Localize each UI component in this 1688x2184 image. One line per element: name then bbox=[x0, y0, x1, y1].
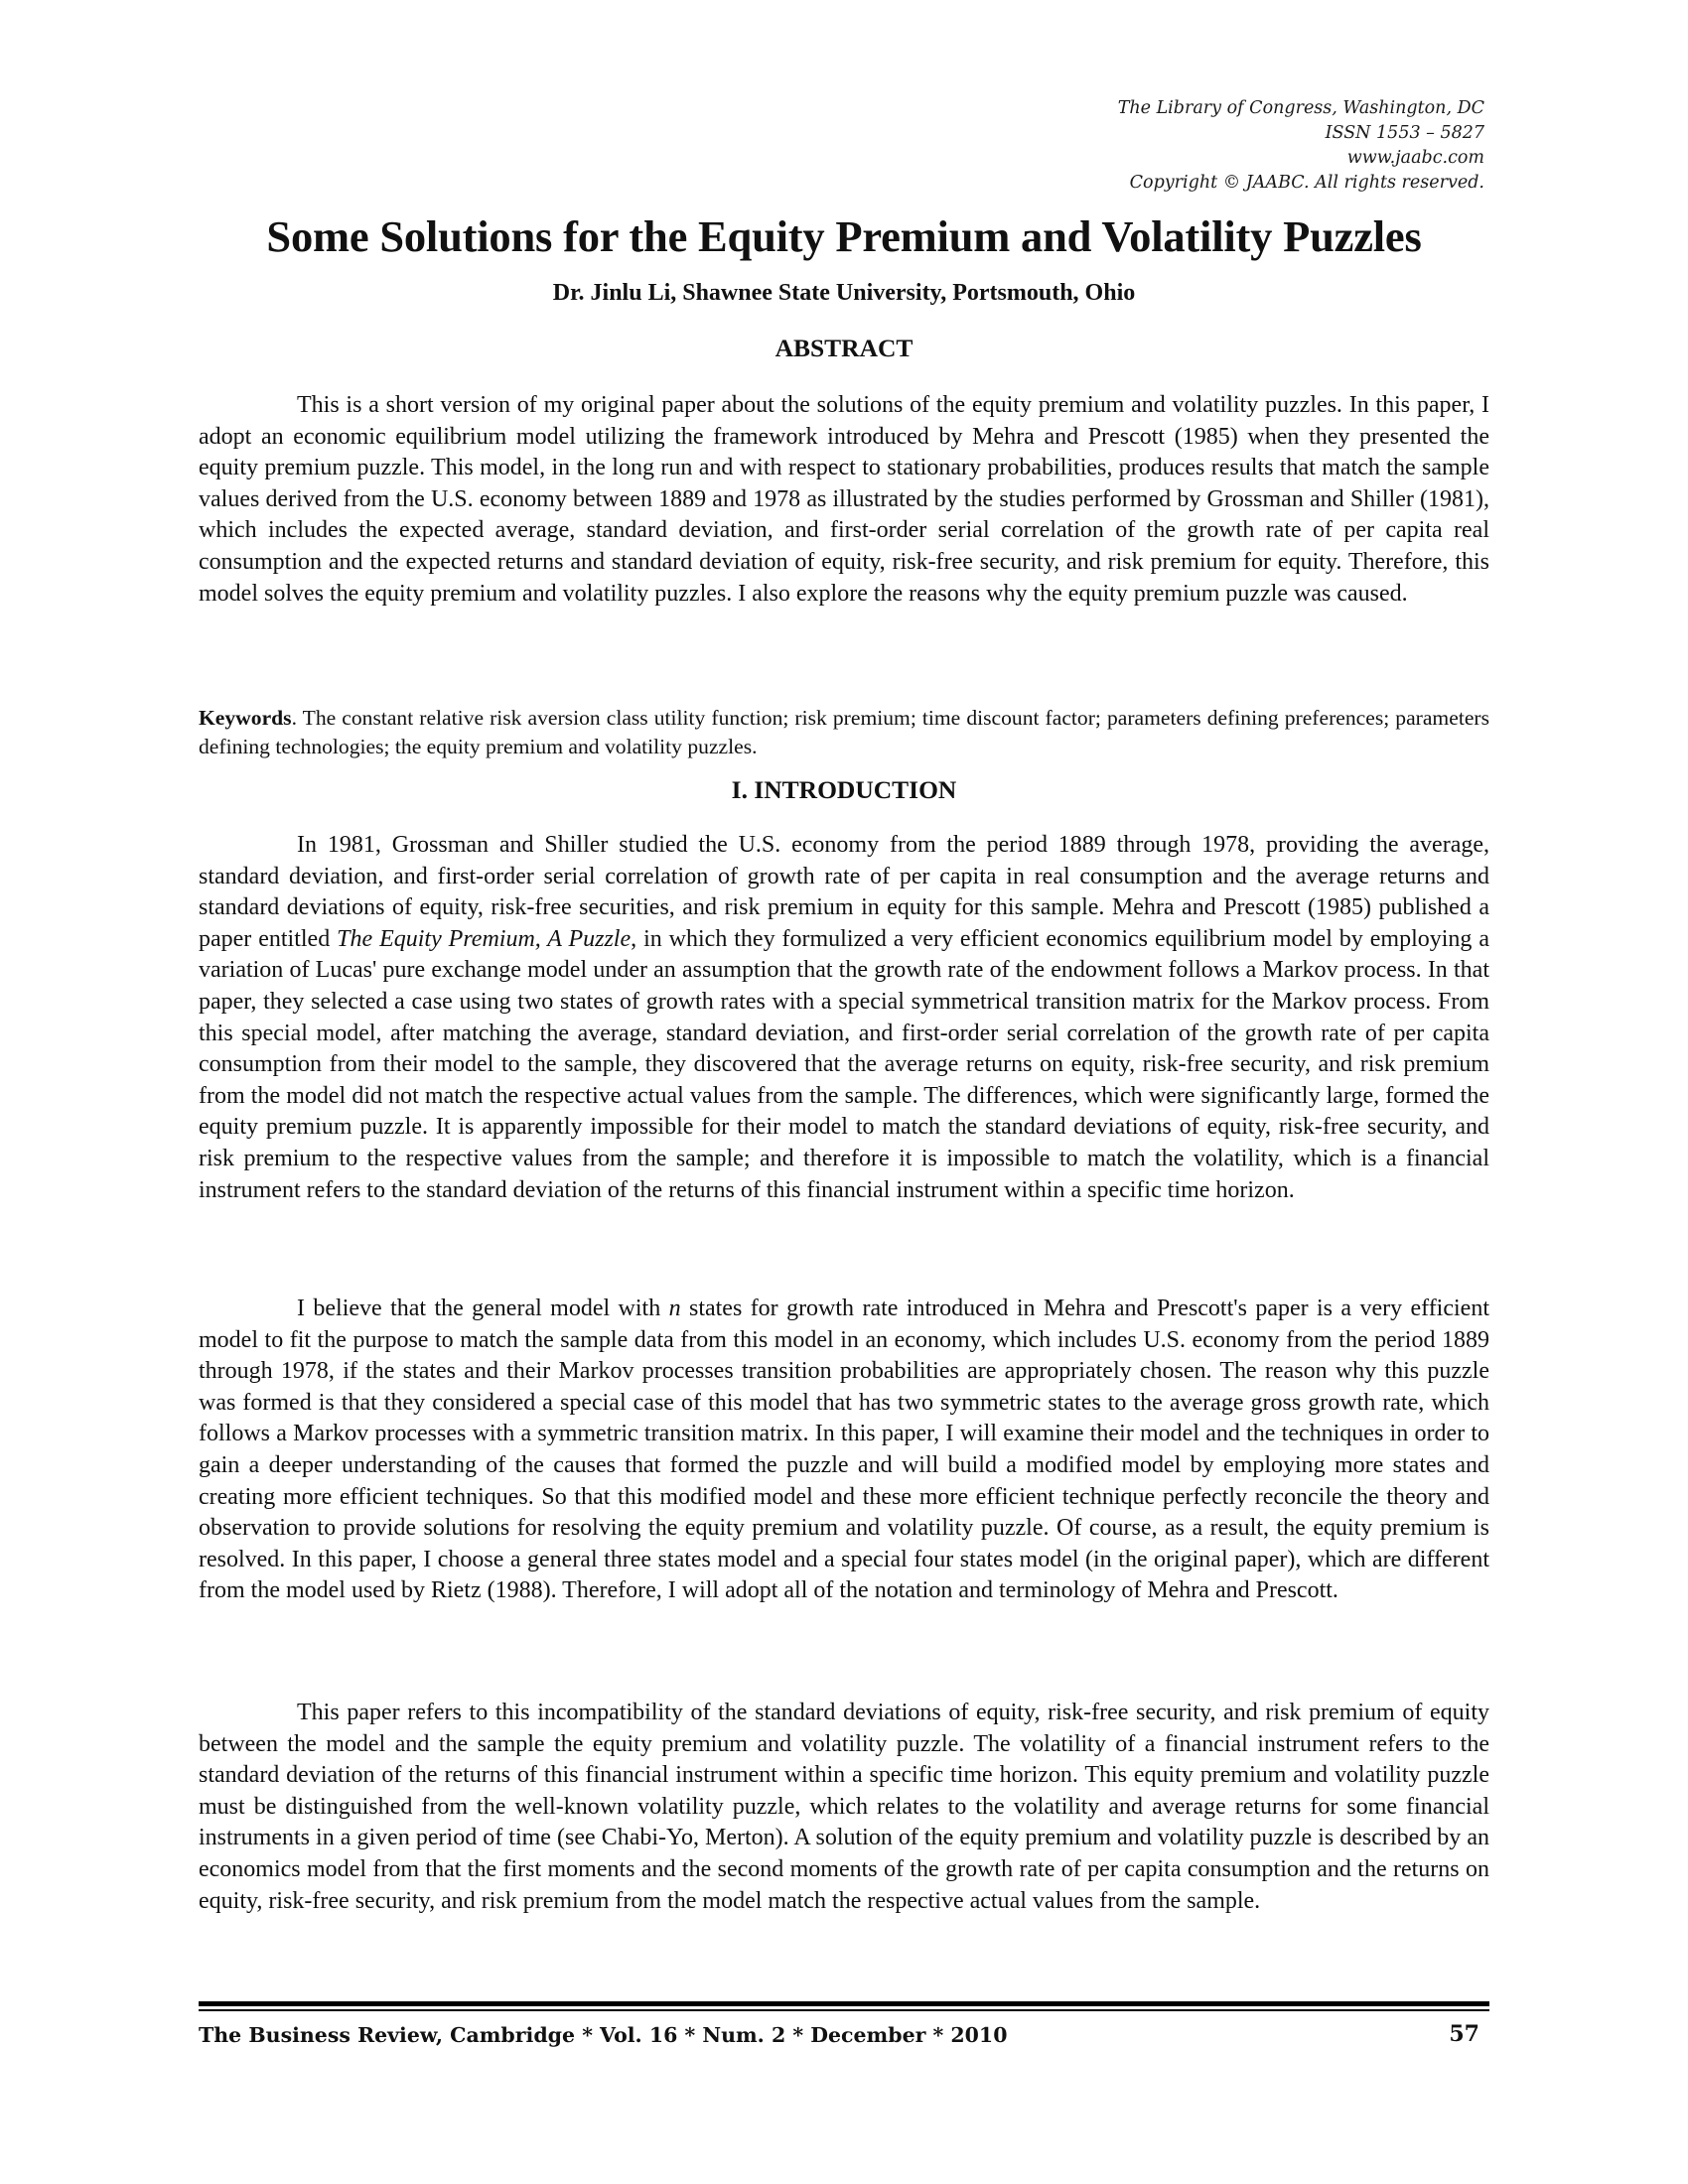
footer-journal-citation: The Business Review, Cambridge * Vol. 16 * Num. 2 * December * 2010 bbox=[199, 2023, 1008, 2047]
issn-line: ISSN 1553 – 5827 bbox=[1325, 123, 1484, 143]
abstract-text: This is a short version of my original paper about the solutions of the equity premium and volatility puzzles. In this paper, I adopt an economic equilibrium model utilizing the framework introduced by Mehra and Prescott (1985) when they presented the equity premium puzzle. This model, in the long run and with respect to stationary probabilities, produces results that match the sample values derived from the U.S. economy between 1889 and 1978 as illustrated by the studies performed by Grossman and Shiller (1981), which includes the expected average, standard deviation, and first-order serial correlation of the growth rate of per capita real consumption and the expected returns and standard deviation of equity, risk-free security, and risk premium for equity. Therefore, this model solves the equity premium and volatility puzzles. I also explore the reasons why the equity premium puzzle was caused. bbox=[199, 392, 1489, 607]
math-variable-n: n bbox=[668, 1296, 681, 1321]
introduction-heading: I. INTRODUCTION bbox=[731, 775, 957, 804]
intro-p2-part-b: states for growth rate introduced in Mehra and Prescott's paper is a very efficient model to fit the purpose to match the sample data from this model in an economy, which includes U.S. economy from the period 1889 through 1978, if the states and their Markov processes transition probabilities are appropriately chosen. The reason why this puzzle was formed is that they considered a special case of this model that has two symmetric states to the average gross growth rate, which follows a Markov processes with a symmetric transition matrix. In this paper, I will examine their model and the techniques in order to gain a deeper understanding of the causes that formed the puzzle and will build a modified model by employing more states and creating more efficient techniques. So that this modified model and these more efficient technique perfectly reconcile the theory and observation to provide solutions for resolving the equity premium and volatility puzzle. Of course, as a result, the equity premium is resolved. In this paper, I choose a general three states model and a special four states model (in the original paper), which are different from the model used by Rietz (1988). Therefore, I will adopt all of the notation and terminology of Mehra and Prescott. bbox=[199, 1296, 1489, 1604]
copyright-line: Copyright © JAABC. All rights reserved. bbox=[1129, 173, 1484, 193]
author-line: Dr. Jinlu Li, Shawnee State University, Portsmouth, Ohio bbox=[552, 280, 1136, 306]
footer-rule-thin bbox=[199, 2009, 1489, 2011]
intro-p2-part-a: I believe that the general model with bbox=[297, 1296, 669, 1321]
intro-p1-part-a: In 1981, Grossman and Shiller studied the U.S. economy from the period 1889 through 1978, providing the average, standard deviation, and first-order serial correlation of growth rate of per capita in real consumption and the average returns and standard deviations of equity, risk-free securities, and risk premium in equity for this sample. Mehra and Prescott (1985) published a paper entitled bbox=[199, 832, 1489, 952]
keywords-paragraph bbox=[199, 704, 1489, 760]
intro-paragraph-2 bbox=[199, 1294, 1489, 1607]
cited-paper-title: The Equity Premium, A Puzzle bbox=[337, 925, 632, 952]
publisher-line: The Library of Congress, Washington, DC bbox=[1117, 98, 1484, 118]
keywords-text: . The constant relative risk aversion class utility function; risk premium; time discount factor; parameters defining preferences; parameters defining technologies; the equity premium and volatility puzzles. bbox=[199, 706, 1489, 758]
website-line: www.jaabc.com bbox=[1346, 148, 1484, 168]
abstract-heading: ABSTRACT bbox=[774, 334, 914, 362]
intro-p1-part-b: , in which they formulized a very efficient economics equilibrium model by employing a variation of Lucas' pure exchange model under an assumption that the growth rate of the endowment follows a Markov process. In that paper, they selected a case using two states of growth rates with a special symmetrical transition matrix for the Markov process. From this special model, after matching the average, standard deviation, and first-order serial correlation of the growth rate of per capita consumption from their model to the sample, they discovered that the average returns on equity, risk-free security, and risk premium from the model did not match the respective actual values from the sample. The differences, which were significantly large, formed the equity premium puzzle. It is apparently impossible for their model to match the standard deviations of equity, risk-free security, and risk premium to the respective values from the sample; and therefore it is impossible to match the volatility, which is a financial instrument refers to the standard deviation of the returns of this financial instrument within a specific time horizon. bbox=[199, 925, 1490, 1203]
paper-title: Some Solutions for the Equity Premium and Volatility Puzzles bbox=[266, 211, 1422, 261]
intro-paragraph-3: This paper refers to this incompatibility of the standard deviations of equity, risk-free security, and risk premium of equity between the model and the sample the equity premium and volatility puzzle. The volatility of a financial instrument refers to the standard deviation of the returns of this financial instrument within a specific time horizon. This equity premium and volatility puzzle must be distinguished from the well-known volatility puzzle, which relates to the volatility and average returns for some financial instruments in a given period of time (see Chabi-Yo, Merton). A solution of the equity premium and volatility puzzle is described by an economics model from that the first moments and the second moments of the growth rate of per capita consumption and the returns on equity, risk-free security, and risk premium from the model match the respective actual values from the sample. bbox=[199, 1700, 1489, 1914]
page-number: 57 bbox=[1449, 2021, 1479, 2047]
footer-rule-thick bbox=[199, 2001, 1489, 2006]
intro-paragraph-1 bbox=[199, 830, 1489, 1206]
keywords-label: Keywords bbox=[199, 706, 292, 730]
journal-info bbox=[1118, 96, 1484, 196]
